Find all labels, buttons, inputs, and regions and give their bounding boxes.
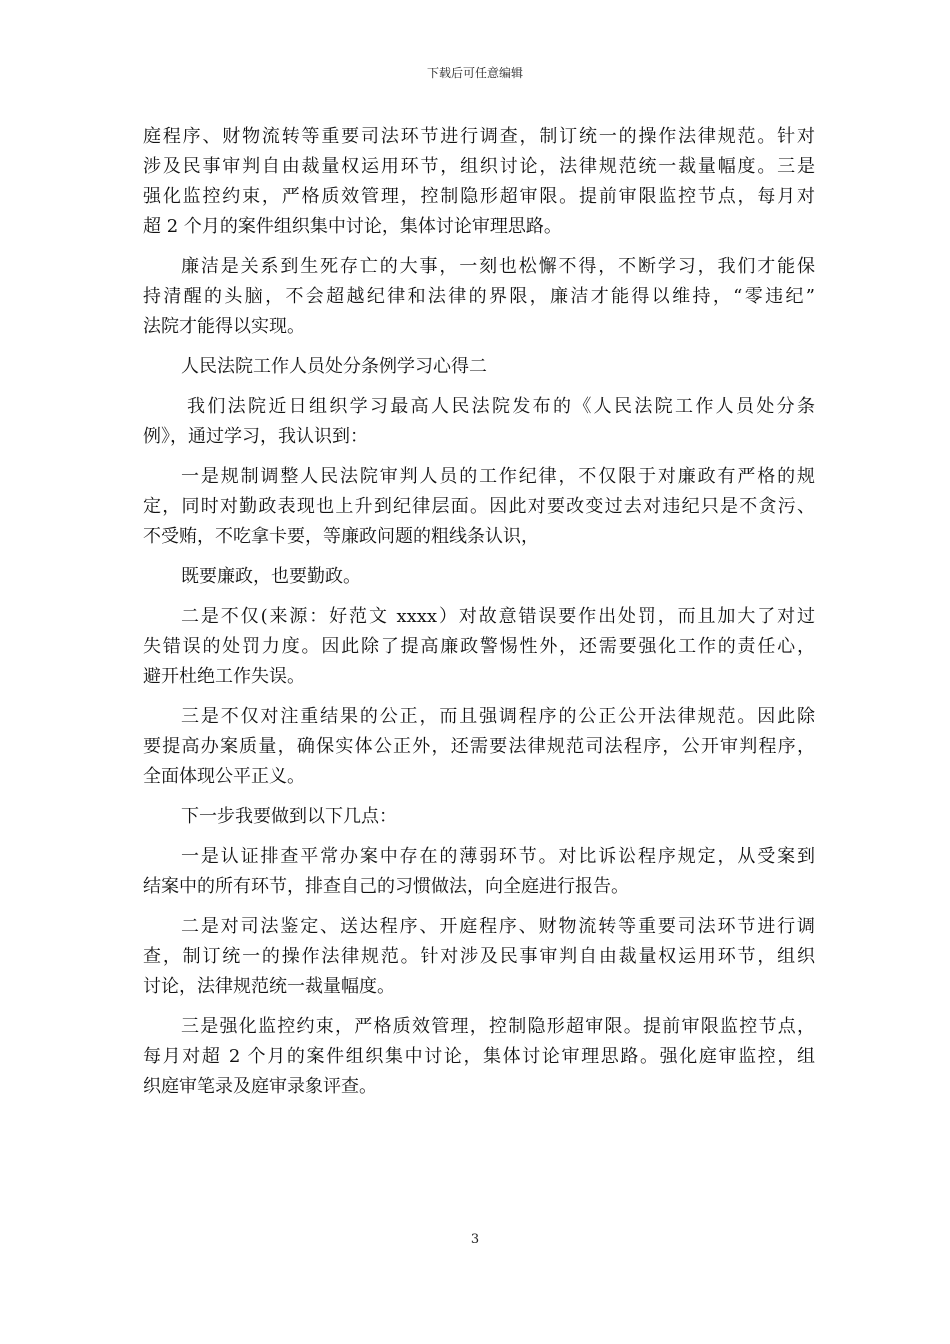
text-line: 结案中的所有环节，排查自己的习惯做法，向全庭进行报告。 <box>143 876 629 897</box>
text-line: 持清醒的头脑，不会超越纪律和法律的界限，廉洁才能得以维持，“零违纪” <box>143 286 815 307</box>
text-line: 不受贿，不吃拿卡要，等廉政问题的粗线条认识， <box>143 526 539 547</box>
text-line: 法院才能得以实现。 <box>143 316 305 337</box>
text-line: 我们法院近日组织学习最高人民法院发布的《人民法院工作人员处分条 <box>187 396 815 417</box>
text-line: 三是不仅对注重结果的公正，而且强调程序的公正公开法律规范。因此除 <box>181 706 815 727</box>
page-number: 3 <box>470 1232 480 1247</box>
text-line: 涉及民事审判自由裁量权运用环节，组织讨论，法律规范统一裁量幅度。三是 <box>143 156 815 177</box>
document-body <box>143 122 815 1102</box>
text-line: 三是强化监控约束，严格质效管理，控制隐形超审限。提前审限监控节点， <box>181 1016 815 1037</box>
text-line: 下一步我要做到以下几点： <box>181 806 397 827</box>
text-line: 每月对超 2 个月的案件组织集中讨论，集体讨论审理思路。强化庭审监控，组 <box>143 1046 815 1067</box>
text-line: 一是规制调整人民法院审判人员的工作纪律，不仅限于对廉政有严格的规 <box>181 466 815 487</box>
text-line: 查，制订统一的操作法律规范。针对涉及民事审判自由裁量权运用环节，组织 <box>143 946 815 967</box>
text-line: 避开杜绝工作失误。 <box>143 666 305 687</box>
text-line: 强化监控约束，严格质效管理，控制隐形超审限。提前审限监控节点，每月对 <box>143 186 815 207</box>
text-line: 既要廉政，也要勤政。 <box>181 566 361 587</box>
text-line: 失错误的处罚力度。因此除了提高廉政警惕性外，还需要强化工作的责任心， <box>143 636 815 657</box>
text-line: 定，同时对勤政表现也上升到纪律层面。因此对要改变过去对违纪只是不贪污、 <box>143 496 815 517</box>
page-header: 下载后可任意编辑 <box>426 66 523 80</box>
text-line: 二是不仅(来源：好范文 xxxx）对故意错误要作出处罚，而且加大了对过 <box>181 606 815 627</box>
text-line: 例》，通过学习，我认识到： <box>143 426 368 447</box>
text-line: 织庭审笔录及庭审录象评查。 <box>143 1076 377 1097</box>
text-line: 全面体现公平正义。 <box>143 766 305 787</box>
text-line: 一是认证排查平常办案中存在的薄弱环节。对比诉讼程序规定，从受案到 <box>181 846 815 867</box>
text-line: 讨论，法律规范统一裁量幅度。 <box>143 976 395 997</box>
text-line: 廉洁是关系到生死存亡的大事，一刻也松懈不得，不断学习，我们才能保 <box>181 256 815 277</box>
text-line: 庭程序、财物流转等重要司法环节进行调查，制订统一的操作法律规范。针对 <box>143 126 815 147</box>
section-heading: 人民法院工作人员处分条例学习心得二 <box>181 356 487 377</box>
text-line: 二是对司法鉴定、送达程序、开庭程序、财物流转等重要司法环节进行调 <box>181 916 815 937</box>
text-line: 超 2 个月的案件组织集中讨论，集体讨论审理思路。 <box>143 216 562 237</box>
text-line: 要提高办案质量，确保实体公正外，还需要法律规范司法程序，公开审判程序， <box>143 736 815 757</box>
